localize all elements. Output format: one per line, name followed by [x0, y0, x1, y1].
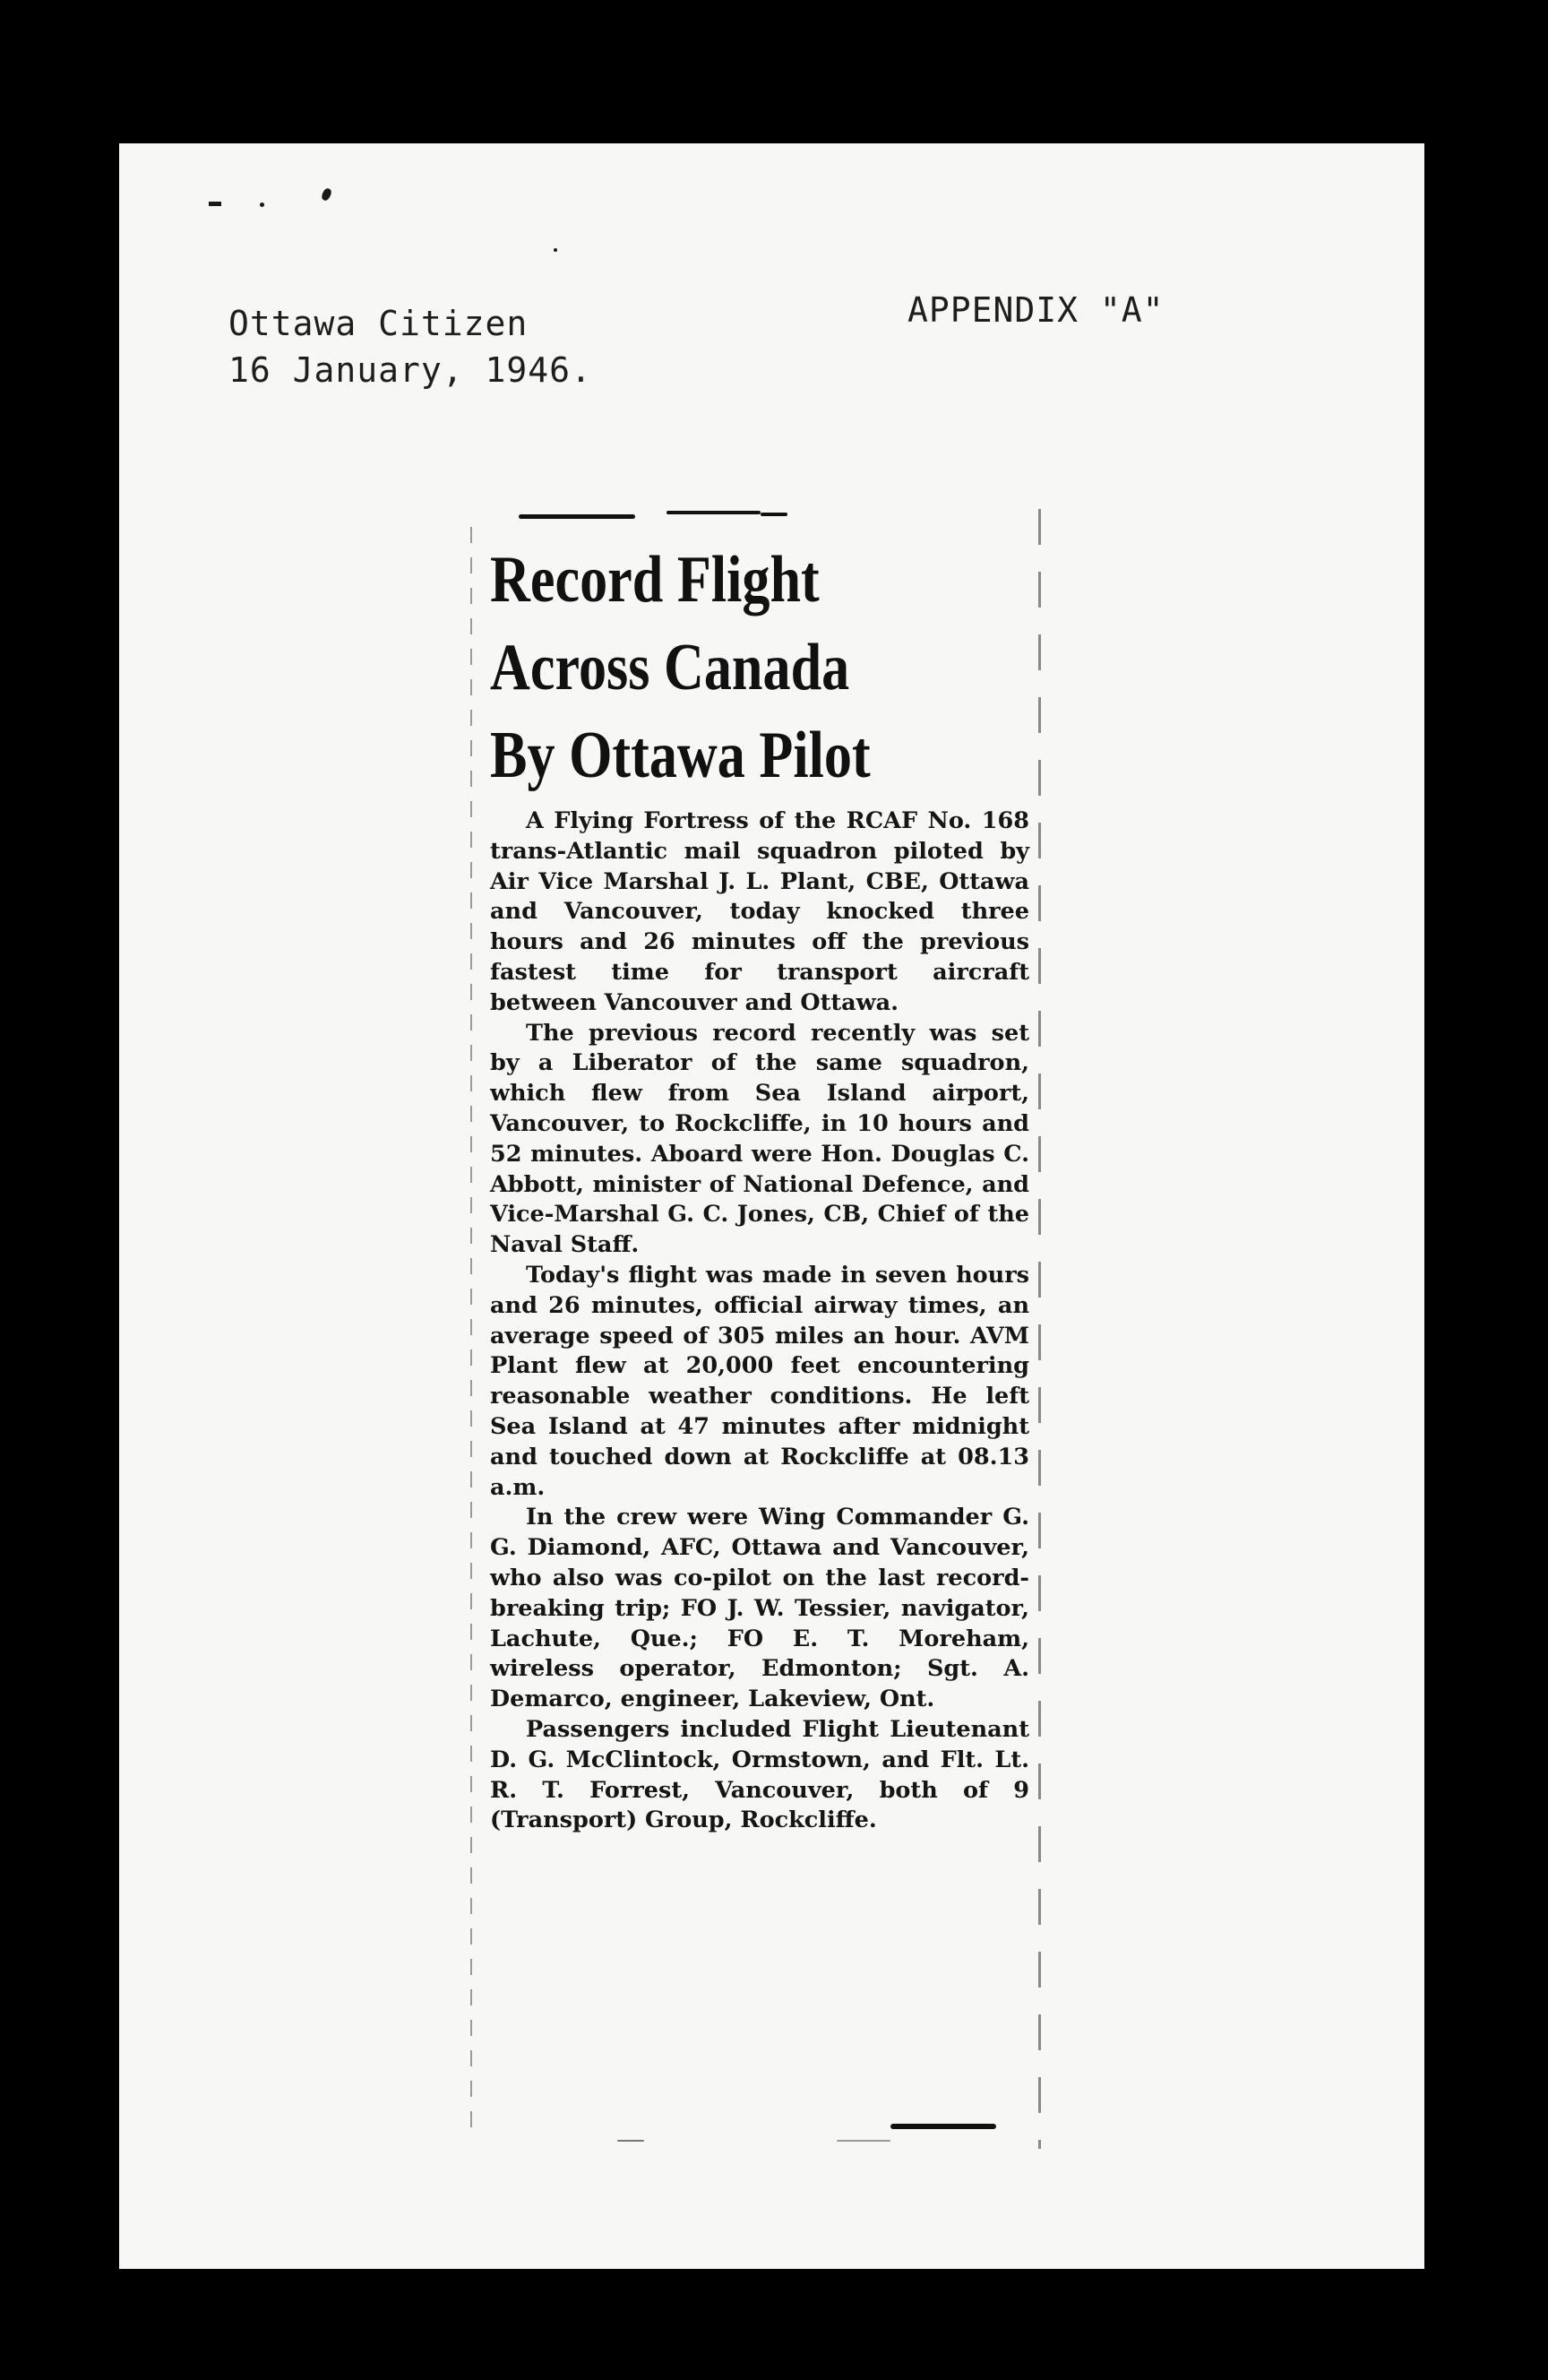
headline-line: Record Flight [490, 543, 820, 617]
appendix-label: APPENDIX "A" [907, 290, 1165, 330]
ink-speck [260, 203, 264, 207]
clipping-bottom-rule [837, 2140, 890, 2142]
ink-speck [320, 187, 332, 202]
headline-line: Across Canada [490, 631, 850, 704]
ink-speck [554, 248, 557, 252]
article-paragraph: A Flying Fortress of the RCAF No. 168 trans-Atlantic mail squadron piloted by Air Vice Marshal J. L. Plant, CBE, Ottawa and Vancouver, today knocked three hours and 26 minutes off the previous fastest time for transport aircraft between Vancouver and Ottawa. [490, 807, 1029, 1016]
clipping-top-rule [666, 511, 761, 514]
clipping-top-rule [761, 513, 787, 516]
clipping-top-rule [519, 514, 635, 519]
clipping-edge [470, 527, 472, 2131]
source-name: Ottawa Citizen [228, 304, 529, 343]
newspaper-clipping [483, 509, 1042, 2149]
clipping-bottom-rule [890, 2124, 996, 2129]
article-headline [490, 536, 949, 799]
headline-line: By Ottawa Pilot [490, 719, 871, 792]
article-paragraph: The previous record recently was set by a Liberator of the same squadron, which flew from Sea Island airport, Vancouver, to Rockcliffe, in 10 hours and 52 minutes. Aboard were Hon. Douglas C. Abbott, minister of National Defence, and Vice-Marshal G. C. Jones, CB, Chief of the Naval Staff. [490, 1019, 1029, 1259]
document-page [119, 143, 1424, 2269]
ink-speck [209, 202, 221, 206]
article-paragraph: In the crew were Wing Commander G. G. Diamond, AFC, Ottawa and Vancouver, who also was co-pilot on the last record-breaking trip; FO J. W. Tessier, navigator, Lachute, Que.; FO E. T. Moreham, wireless operator, Edmonton; Sgt. A. Demarco, engineer, Lakeview, Ont. [490, 1504, 1029, 1713]
article-body [490, 806, 1029, 1836]
clipping-bottom-rule [617, 2140, 644, 2142]
clipping-edge [1038, 509, 1041, 2149]
source-date: 16 January, 1946. [228, 350, 592, 390]
article-paragraph: Today's flight was made in seven hours and 26 minutes, official airway times, an average speed of 305 miles an hour. AVM Plant flew at 20,000 feet encountering reasonable weather conditions. He left Sea Island at 47 minutes after midnight and touched down at Rockcliffe at 08.13 a.m. [490, 1261, 1029, 1501]
article-paragraph: Passengers included Flight Lieutenant D. G. McClintock, Ormstown, and Flt. Lt. R. T. Forrest, Vancouver, both of 9 (Transport) Group, Rockcliffe. [490, 1715, 1029, 1834]
